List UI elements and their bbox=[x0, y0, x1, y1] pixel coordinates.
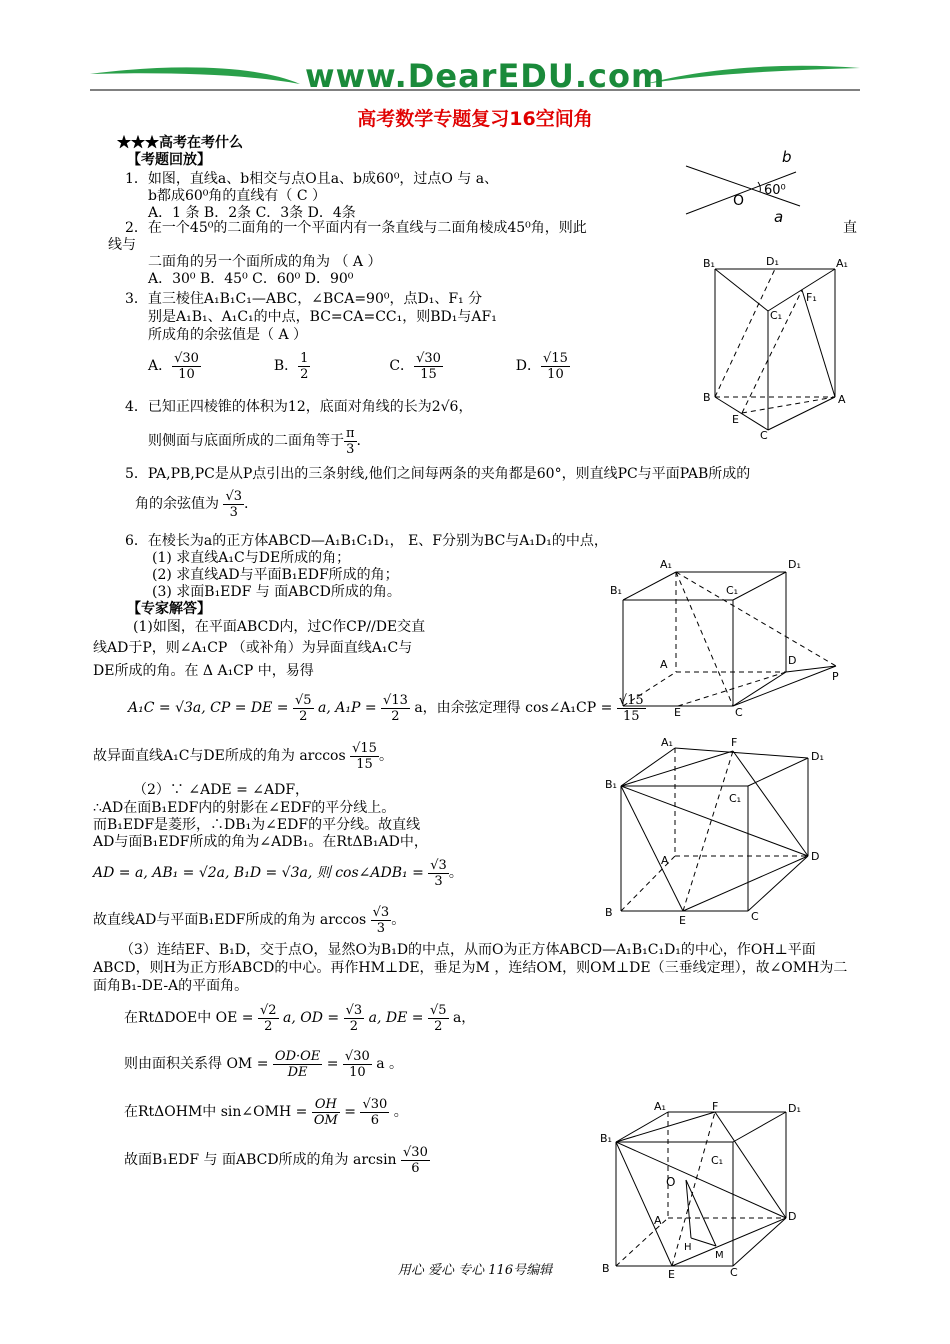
p-label-c1: C₁ bbox=[770, 309, 783, 322]
c2-label-c1: C₁ bbox=[729, 792, 742, 805]
q3-line1: 3．直三棱住A₁B₁C₁—ABC，∠BCA=90⁰，点D₁、F₁ 分 bbox=[125, 291, 483, 307]
c1-label-d: D bbox=[788, 654, 797, 667]
q5-line2: 角的余弦值为 $\frac{√3}{3}$ . bbox=[135, 488, 249, 520]
c2-label-f: F bbox=[731, 736, 738, 749]
p-label-b1: B₁ bbox=[703, 257, 715, 270]
sol1-l1: (1)如图，在平面ABCD内，过C作CP//DE交直 bbox=[133, 619, 426, 635]
c1-label-b1: B₁ bbox=[610, 584, 622, 597]
c1-label-a: A bbox=[660, 658, 668, 671]
q6-line1: 6．在棱长为a的正方体ABCD—A₁B₁C₁D₁， E、F分别为BC与A₁D₁的中点， bbox=[125, 533, 608, 549]
p-label-a: A bbox=[838, 393, 846, 406]
c2-label-d1: D₁ bbox=[811, 750, 824, 763]
label-a: a bbox=[774, 208, 784, 222]
q6-sub1: (1) 求直线A₁C与DE所成的角； bbox=[152, 550, 351, 566]
c3-label-e: E bbox=[668, 1268, 675, 1281]
c1-label-d1: D₁ bbox=[788, 558, 801, 571]
sol1-l4: A₁C = √3a, CP = DE = $\frac{√5}{2}$ a, A₁P = $\frac{√13}{2}$ a，由余弦定理得 cos∠A₁CP = $\frac{√15}{15}$ bbox=[128, 692, 644, 724]
p-label-a1: A₁ bbox=[836, 257, 848, 270]
c3-label-b: B bbox=[602, 1262, 610, 1275]
q2-line3: 二面角的另一个面所成的角为 （ A ） bbox=[148, 254, 382, 270]
p-label-d1: D₁ bbox=[766, 255, 779, 268]
q5-line1: 5．PA,PB,PC是从P点引出的三条射线,他们之间每两条的夹角都是60°，则直线PC与平面PAB所成的 bbox=[125, 466, 751, 482]
sol1-l3: DE所成的角。在 Δ A₁CP 中，易得 bbox=[93, 663, 314, 679]
c1-label-p: P bbox=[832, 670, 839, 683]
c3-label-d: D bbox=[788, 1210, 797, 1223]
c1-label-c1: C₁ bbox=[726, 584, 739, 597]
c2-label-b1: B₁ bbox=[605, 778, 617, 791]
c2-label-e: E bbox=[679, 914, 686, 926]
figure-prism bbox=[700, 255, 860, 445]
figure-cube-2 bbox=[603, 736, 838, 926]
c1-label-a1: A₁ bbox=[660, 558, 672, 571]
q1-options: A．1 条 B．2条 C．3条 D．4条 bbox=[148, 205, 356, 221]
sol3-l3: 面角B₁-DE-A的平面角。 bbox=[93, 978, 249, 994]
c3-label-a1: A₁ bbox=[654, 1100, 666, 1113]
c3-label-h: H bbox=[684, 1242, 692, 1253]
label-o: O bbox=[733, 193, 745, 209]
label-b: b bbox=[782, 148, 792, 166]
q1-line1: 1．如图，直线a、b相交与点O且a、b成60⁰，过点O 与 a、 bbox=[125, 171, 499, 187]
c2-label-a1: A₁ bbox=[661, 736, 673, 749]
q4-line1: 4．已知正四棱锥的体积为12，底面对角线的长为2√6， bbox=[125, 399, 473, 415]
c3-label-a: A bbox=[654, 1214, 662, 1227]
q3-options: A． $\frac{√30}{10}$ B． $\frac{1}{2}$ C． $\frac{√30}{15}$ D． $\frac{√15}{10}$ bbox=[148, 350, 568, 382]
sol3-l6: 在RtΔOHM中 sin∠OMH = $\frac{OH}{OM}$ = $\frac{√30}{6}$ 。 bbox=[124, 1096, 408, 1128]
section-heading: ★★★高考在考什么 bbox=[117, 135, 243, 151]
p-label-c: C bbox=[760, 429, 768, 442]
q4-line2: 则侧面与底面所成的二面角等于 $\frac{\pi}{3}$ . bbox=[148, 425, 361, 457]
sol1-l2: 线AD于P，则∠A₁CP （或补角）为异面直线A₁C与 bbox=[93, 640, 413, 656]
q2-line2: 线与 bbox=[108, 237, 136, 253]
c3-label-d1: D₁ bbox=[788, 1102, 801, 1115]
p-label-b: B bbox=[703, 391, 711, 404]
c1-label-c: C bbox=[735, 706, 743, 718]
expert-heading: 【专家解答】 bbox=[127, 601, 211, 617]
q3-line2: 别是A₁B₁、A₁C₁的中点，BC=CA=CC₁，则BD₁与AF₁ bbox=[148, 309, 497, 325]
c2-label-a: A bbox=[661, 854, 669, 867]
figure-intersecting-lines bbox=[678, 146, 808, 222]
q2-options: A．30⁰ B．45⁰ C．60⁰ D．90⁰ bbox=[148, 271, 354, 287]
q6-sub2: (2) 求直线AD与平面B₁EDF所成的角； bbox=[152, 567, 399, 583]
sol2-l5: AD = a, AB₁ = √2a, B₁D = √3a, 则 cos∠ADB₁ = $\frac{√3}{3}$ 。 bbox=[93, 857, 463, 889]
sol1-l5: 故异面直线A₁C与DE所成的角为 arccos $\frac{√15}{15}$ 。 bbox=[93, 740, 393, 772]
p-label-f1: F₁ bbox=[806, 291, 817, 304]
c1-label-e: E bbox=[674, 706, 681, 718]
c3-label-c1: C₁ bbox=[711, 1154, 724, 1167]
c2-label-d: D bbox=[811, 850, 820, 863]
site-logo: www.DearEDU.com bbox=[305, 57, 666, 95]
c2-label-b: B bbox=[605, 906, 613, 919]
review-heading: 【考题回放】 bbox=[127, 152, 211, 168]
p-label-e: E bbox=[732, 413, 739, 426]
sol3-l2: ABCD，则H为正方形ABCD的中心。再作HM⊥DE，垂足为M ，连结OM，则OM⊥DE（三垂线定理），故∠OMH为二 bbox=[93, 960, 848, 976]
c3-label-b1: B₁ bbox=[600, 1132, 612, 1145]
page-title: 高考数学专题复习16空间角 bbox=[357, 108, 593, 130]
q6-sub3: (3) 求面B₁EDF 与 面ABCD所成的角。 bbox=[152, 584, 401, 600]
c3-label-c: C bbox=[730, 1266, 738, 1279]
c3-label-f: F bbox=[712, 1100, 719, 1113]
sol2-l4: AD与面B₁EDF所成的角为∠ADB₁。在RtΔB₁AD中， bbox=[93, 834, 428, 850]
sol3-l1: （3）连结EF、B₁D，交于点O，显然O为B₁D的中点，从而O为正方体ABCD—A₁B₁C₁D₁的中心，作OH⊥平面 bbox=[120, 942, 816, 958]
c3-label-m: M bbox=[715, 1250, 724, 1261]
label-angle: 60⁰ bbox=[764, 183, 786, 198]
c3-label-o: O bbox=[666, 1175, 676, 1189]
q1-line2: b都成60⁰角的直线有（ C ） bbox=[148, 188, 327, 204]
sol3-l5: 则由面积关系得 OM = $\frac{OD\cdot OE}{DE}$ = $\frac{√30}{10}$ a 。 bbox=[124, 1048, 403, 1080]
sol2-l2: ∴AD在面B₁EDF内的射影在∠EDF的平分线上。 bbox=[93, 800, 396, 816]
q2-line1-tail: 直 bbox=[843, 220, 857, 236]
sol3-l7: 故面B₁EDF 与 面ABCD所成的角为 arcsin $\frac{√30}{6}$ bbox=[124, 1144, 428, 1176]
sol3-l4: 在RtΔDOE中 OE = $\frac{√2}{2}$ a, OD = $\frac{√3}{2}$ a, DE = $\frac{√5}{2}$ a， bbox=[124, 1002, 476, 1034]
sol2-l3: 而B₁EDF是菱形，∴DB₁为∠EDF的平分线。故直线 bbox=[93, 817, 421, 833]
q2-line1: 2．在一个45⁰的二面角的一个平面内有一条直线与二面角棱成45⁰角，则此 bbox=[125, 220, 587, 236]
sol2-l1: （2）∵ ∠ADE = ∠ADF， bbox=[133, 782, 310, 798]
sol2-l6: 故直线AD与平面B₁EDF所成的角为 arccos $\frac{√3}{3}$ 。 bbox=[93, 904, 406, 936]
q3-line3: 所成角的余弦值是（ A ） bbox=[148, 327, 308, 343]
page-footer: 用心 爱心 专心 116号编辑 bbox=[397, 1263, 553, 1278]
c2-label-c: C bbox=[751, 910, 759, 923]
